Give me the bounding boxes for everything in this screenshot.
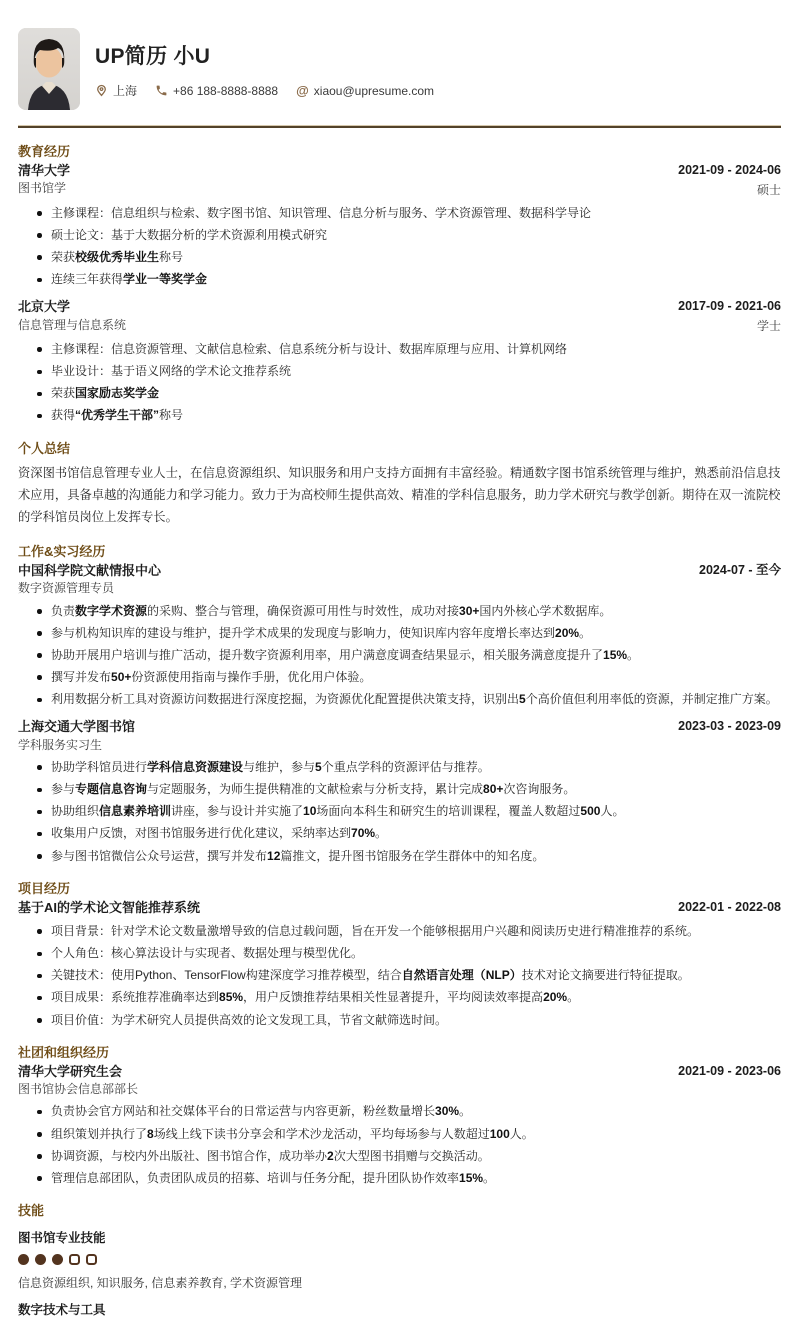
contact-row bbox=[95, 82, 434, 99]
text: 收集用户反馈，对图书馆服务进行优化建议，采纳率达到 bbox=[51, 826, 352, 841]
bold-text: 30% bbox=[435, 1104, 460, 1119]
bullet-item bbox=[18, 647, 781, 664]
entry-head-left bbox=[18, 1064, 138, 1097]
text: 次咨询服务。 bbox=[503, 782, 576, 797]
bold-text: 80+ bbox=[483, 782, 504, 797]
bullet-item bbox=[18, 603, 781, 620]
contact-location bbox=[95, 82, 137, 99]
contact-phone bbox=[155, 84, 278, 98]
entry-org: 清华大学 bbox=[18, 163, 71, 178]
section-organizations bbox=[18, 1042, 781, 1187]
text: 与定题服务，为师生提供精准的文献检索与分析支持，累计完成 bbox=[147, 782, 484, 797]
entry-role: 信息管理与信息系统 bbox=[18, 317, 127, 332]
text: 硕士论文：基于大数据分析的学术资源利用模式研究 bbox=[51, 227, 328, 242]
entry-org: 上海交通大学图书馆 bbox=[18, 719, 136, 735]
section-summary bbox=[18, 438, 781, 528]
entry-org: 北京大学 bbox=[18, 299, 71, 315]
entry-head-right bbox=[699, 563, 781, 579]
text: 。 bbox=[375, 826, 388, 841]
header-text bbox=[95, 28, 434, 99]
bullet-list bbox=[18, 1103, 781, 1187]
text: 参与机构知识库的建设与维护，提升学术成果的发现度与影响力，使知识库内容年度增长率达到 bbox=[51, 625, 556, 640]
text: 份资源使用指南与操作手册，优化用户体验。 bbox=[131, 669, 372, 684]
profile-photo bbox=[18, 28, 80, 110]
text: 荣获 bbox=[51, 386, 76, 401]
bullet-item bbox=[18, 967, 781, 984]
entry-head bbox=[18, 163, 781, 198]
summary-paragraph bbox=[18, 462, 781, 528]
entry-head-left bbox=[18, 299, 126, 332]
text: 讲座，参与设计并实施了 bbox=[171, 804, 304, 819]
bullet-item bbox=[18, 923, 781, 940]
entry bbox=[18, 299, 781, 424]
entry bbox=[18, 719, 781, 864]
skill-dot-filled bbox=[18, 1254, 29, 1265]
bold-text: 20% bbox=[555, 625, 580, 640]
bullet-item bbox=[18, 669, 781, 686]
text: 协助学科馆员进行 bbox=[51, 759, 148, 774]
entry-degree: 硕士 bbox=[756, 182, 781, 197]
text: 资深图书馆信息管理专业人士，在信息资源组织、知识服务和用户支持方面拥有丰富经验。精通数字图书馆系统管理与维护，熟悉前沿信息技术应用，具备卓越的沟通能力和学习能力。致力于为高校师生提供高效、精准的学科信息服务，助力学术研究与教学创新。期待在双一流院校的学科馆员岗位上发挥专长。 bbox=[18, 465, 781, 524]
section-title-skills: 技能 bbox=[18, 1203, 45, 1219]
section-title-education: 教育经历 bbox=[18, 144, 71, 159]
contact-location-text: 上海 bbox=[113, 84, 138, 98]
bold-text: 2 bbox=[327, 1148, 334, 1163]
text: 协助开展用户培训与推广活动，提升数字资源利用率，用户满意度调查结果显示，相关服务满意度提升了 bbox=[51, 647, 604, 662]
text: 个高价值但利用率低的资源，并制定推广方案。 bbox=[525, 692, 778, 707]
bullet-item bbox=[18, 1170, 781, 1187]
bullet-list bbox=[18, 205, 781, 289]
skill-dot-empty bbox=[69, 1254, 80, 1265]
bold-text: 专题信息咨询 bbox=[75, 782, 148, 797]
skill-name: 数字技术与工具 bbox=[18, 1303, 106, 1318]
candidate-name: UP简历 小U bbox=[95, 45, 211, 68]
bold-text: 15% bbox=[603, 647, 628, 662]
bold-text: “优秀学生干部” bbox=[75, 408, 160, 423]
text: 毕业设计：基于语义网络的学术论文推荐系统 bbox=[51, 364, 292, 379]
bullet-item bbox=[18, 781, 781, 798]
text: 参与 bbox=[51, 782, 76, 797]
text: 主修课程：信息资源管理、文献信息检索、信息系统分析与设计、数据库原理与应用、计算机网络 bbox=[51, 341, 568, 356]
entry-head bbox=[18, 719, 781, 752]
section-title-organizations: 社团和组织经历 bbox=[18, 1044, 110, 1060]
bold-text: 国家励志奖学金 bbox=[75, 386, 160, 401]
bold-text: 校级优秀毕业生 bbox=[75, 249, 160, 264]
text: 参与图书馆微信公众号运营，撰写并发布 bbox=[51, 848, 268, 863]
bullet-item bbox=[18, 1103, 781, 1120]
entry bbox=[18, 563, 781, 708]
entry-role: 图书馆学 bbox=[18, 181, 67, 196]
bold-text: 5 bbox=[315, 759, 322, 774]
text: 项目成果：系统推荐准确率达到 bbox=[51, 990, 220, 1005]
text: 。 bbox=[459, 1104, 472, 1119]
skill-dot-filled bbox=[35, 1254, 46, 1265]
text: ，用户反馈推荐结果相关性显著提升，平均阅读效率提高 bbox=[243, 990, 544, 1005]
bullet-item bbox=[18, 363, 781, 380]
bullet-list bbox=[18, 759, 781, 865]
bold-text: 数字学术资源 bbox=[75, 603, 148, 618]
text: 项目价值：为学术研究人员提供高效的论文发现工具，节省文献筛选时间。 bbox=[51, 1012, 448, 1027]
section-education bbox=[18, 141, 781, 425]
text: 管理信息部团队，负责团队成员的招募、培训与任务分配，提升团队协作效率 bbox=[51, 1170, 460, 1185]
entry-head-right bbox=[678, 1064, 781, 1080]
text: 关键技术：使用Python、TensorFlow构建深度学习推荐模型，结合 bbox=[51, 968, 402, 983]
entry-head bbox=[18, 1064, 781, 1097]
text: 获得 bbox=[51, 408, 76, 423]
text: 。 bbox=[627, 647, 640, 662]
bold-text: 自然语言处理（NLP） bbox=[401, 968, 522, 983]
section-skills bbox=[18, 1200, 781, 1318]
bullet-item bbox=[18, 1148, 781, 1165]
bold-text: 8 bbox=[147, 1126, 154, 1141]
text: 与维护，参与 bbox=[243, 759, 316, 774]
text: 场面向本科生和研究生的培训课程，覆盖人数超过 bbox=[316, 804, 581, 819]
skill-dot-filled bbox=[52, 1254, 63, 1265]
contact-phone-text: +86 188-8888-8888 bbox=[173, 83, 279, 98]
text: 个人角色：核心算法设计与实现者、数据处理与模型优化。 bbox=[51, 946, 364, 961]
text: 。 bbox=[567, 990, 580, 1005]
bold-text: 学业一等奖学金 bbox=[123, 272, 208, 287]
section-title-summary: 个人总结 bbox=[18, 440, 71, 456]
text: 称号 bbox=[159, 249, 184, 264]
bullet-item bbox=[18, 989, 781, 1006]
entry-head bbox=[18, 563, 781, 596]
text: 人。 bbox=[600, 804, 625, 819]
bold-text: 12 bbox=[267, 848, 281, 863]
entry-head-left bbox=[18, 719, 135, 752]
bold-text: 30+ bbox=[459, 603, 480, 618]
resume-body bbox=[18, 141, 781, 1318]
section-projects bbox=[18, 878, 781, 1029]
entry-date: 2022-01 - 2022-08 bbox=[678, 899, 781, 914]
bullet-item bbox=[18, 759, 781, 776]
skill-level-dots bbox=[18, 1254, 781, 1265]
skill-dot-empty bbox=[86, 1254, 97, 1265]
bold-text: 学科信息资源建设 bbox=[147, 759, 244, 774]
bullet-list bbox=[18, 603, 781, 709]
entry-org: 清华大学研究生会 bbox=[18, 1063, 123, 1079]
entry-head-left bbox=[18, 900, 200, 916]
entry-head bbox=[18, 900, 781, 916]
text: 主修课程：信息组织与检索、数字图书馆、知识管理、信息分析与服务、学术资源管理、数据科学导论 bbox=[51, 205, 592, 220]
text: 人。 bbox=[509, 1126, 534, 1141]
entry-org: 基于AI的学术论文智能推荐系统 bbox=[18, 899, 201, 915]
text: 撰写并发布 bbox=[51, 669, 112, 684]
bold-text: 信息素养培训 bbox=[99, 804, 172, 819]
entry-org: 中国科学院文献情报中心 bbox=[18, 562, 162, 578]
bullet-item bbox=[18, 848, 781, 865]
text: 的采购、整合与管理，确保资源可用性与时效性，成功对接 bbox=[147, 603, 460, 618]
location-icon bbox=[95, 84, 108, 97]
entry-head-right bbox=[678, 900, 781, 916]
bold-text: 70% bbox=[351, 826, 376, 841]
text: 连续三年获得 bbox=[51, 272, 124, 287]
bullet-list bbox=[18, 923, 781, 1029]
text: 协助组织 bbox=[51, 804, 100, 819]
entry-date: 2024-07 - 至今 bbox=[699, 562, 781, 577]
section-title-work: 工作&实习经历 bbox=[18, 543, 106, 559]
bullet-item bbox=[18, 1012, 781, 1029]
entry-head-right bbox=[678, 719, 781, 735]
resume-header bbox=[18, 28, 781, 110]
bold-text: 50+ bbox=[111, 669, 132, 684]
bullet-item bbox=[18, 271, 781, 288]
entry-head bbox=[18, 299, 781, 334]
text: 次大型图书捐赠与交换活动。 bbox=[333, 1148, 490, 1163]
bold-text: 100 bbox=[489, 1126, 510, 1141]
text: 国内外核心学术数据库。 bbox=[479, 603, 612, 618]
text: 技术对论文摘要进行特征提取。 bbox=[521, 968, 690, 983]
bullet-item bbox=[18, 945, 781, 962]
skill-block bbox=[18, 1300, 781, 1318]
section-work bbox=[18, 541, 781, 865]
text: 协调资源，与校内外出版社、图书馆合作，成功举办 bbox=[51, 1148, 328, 1163]
text: 称号 bbox=[159, 408, 184, 423]
header-divider bbox=[18, 125, 781, 128]
bullet-item bbox=[18, 205, 781, 222]
text: 利用数据分析工具对资源访问数据进行深度挖掘，为资源优化配置提供决策支持，识别出 bbox=[51, 692, 520, 707]
text: 荣获 bbox=[51, 249, 76, 264]
entry-date: 2021-09 - 2024-06 bbox=[678, 163, 781, 177]
entry-role: 图书馆协会信息部部长 bbox=[18, 1082, 139, 1096]
bullet-item bbox=[18, 625, 781, 642]
entry bbox=[18, 1064, 781, 1187]
entry-role: 学科服务实习生 bbox=[18, 737, 103, 752]
entry bbox=[18, 900, 781, 1029]
bullet-item bbox=[18, 803, 781, 820]
bullet-item bbox=[18, 825, 781, 842]
bullet-item bbox=[18, 407, 781, 424]
skill-block bbox=[18, 1228, 781, 1291]
entry bbox=[18, 163, 781, 288]
profile-photo-illustration bbox=[18, 28, 80, 110]
section-title-projects: 项目经历 bbox=[18, 880, 71, 896]
email-icon: @ bbox=[296, 83, 309, 98]
bold-text: 15% bbox=[459, 1170, 484, 1185]
text: 负责 bbox=[51, 603, 76, 618]
bullet-item bbox=[18, 227, 781, 244]
text: 个重点学科的资源评估与推荐。 bbox=[321, 759, 490, 774]
text: 组织策划并执行了 bbox=[51, 1126, 148, 1141]
entry-head-right bbox=[678, 163, 781, 198]
text: 。 bbox=[483, 1170, 496, 1185]
bold-text: 5 bbox=[519, 692, 526, 707]
entry-role: 数字资源管理专员 bbox=[18, 581, 115, 596]
entry-date: 2021-09 - 2023-06 bbox=[678, 1063, 781, 1078]
text: 项目背景：针对学术论文数量激增导致的信息过载问题，旨在开发一个能够根据用户兴趣和阅读历史进行精准推荐的系统。 bbox=[51, 923, 700, 938]
bullet-item bbox=[18, 1126, 781, 1143]
contact-email-text: xiaou@upresume.com bbox=[313, 83, 435, 98]
entry-date: 2023-03 - 2023-09 bbox=[678, 719, 781, 734]
entry-degree: 学士 bbox=[756, 318, 781, 333]
bold-text: 20% bbox=[543, 990, 568, 1005]
text: 场线上线下读书分享会和学术沙龙活动，平均每场参与人数超过 bbox=[153, 1126, 490, 1141]
bullet-item bbox=[18, 691, 781, 708]
entry-date: 2017-09 - 2021-06 bbox=[678, 299, 781, 314]
skill-desc: 信息资源组织, 知识服务, 信息素养教育, 学术资源管理 bbox=[18, 1276, 303, 1291]
bold-text: 85% bbox=[219, 990, 244, 1005]
entry-head-left bbox=[18, 563, 161, 596]
text: 。 bbox=[579, 625, 592, 640]
contact-email bbox=[296, 84, 434, 98]
entry-head-right bbox=[678, 299, 781, 334]
bullet-item bbox=[18, 341, 781, 358]
text: 负责协会官方网站和社交媒体平台的日常运营与内容更新，粉丝数量增长 bbox=[51, 1104, 436, 1119]
text: 篇推文，提升图书馆服务在学生群体中的知名度。 bbox=[280, 848, 545, 863]
bullet-item bbox=[18, 385, 781, 402]
skill-name: 图书馆专业技能 bbox=[18, 1231, 106, 1246]
bold-text: 500 bbox=[580, 804, 601, 819]
bold-text: 10 bbox=[303, 804, 317, 819]
bullet-item bbox=[18, 249, 781, 266]
bullet-list bbox=[18, 341, 781, 425]
entry-head-left bbox=[18, 163, 70, 196]
phone-icon bbox=[155, 84, 168, 97]
